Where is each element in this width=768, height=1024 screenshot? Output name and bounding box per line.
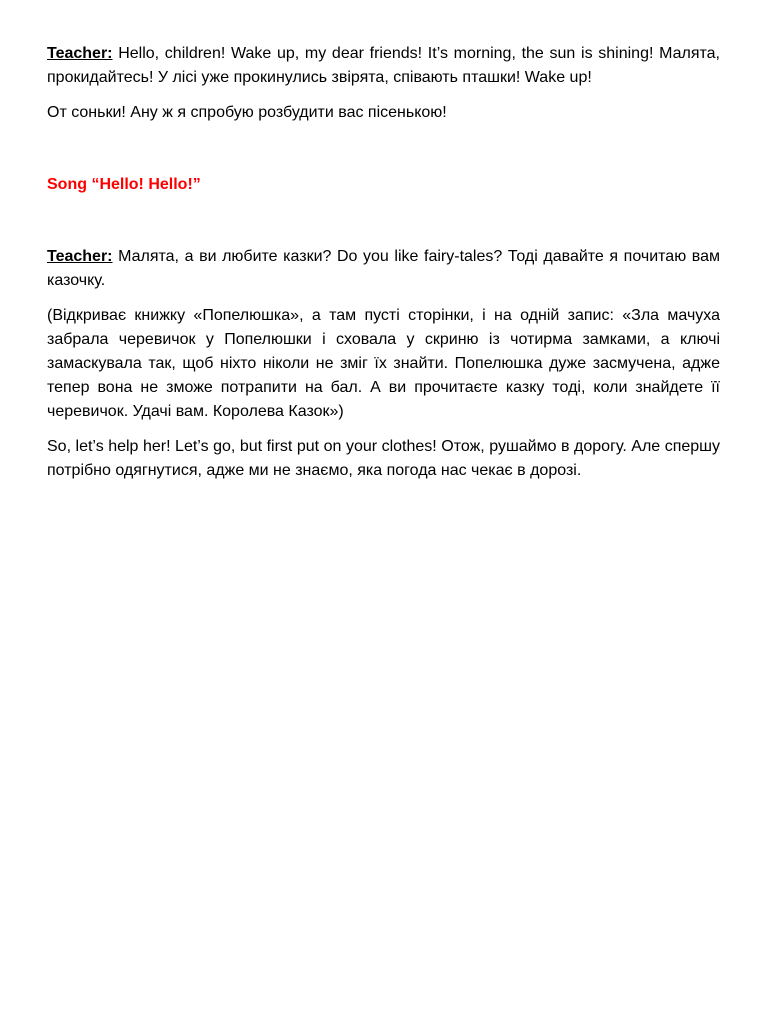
paragraph-wake-song-intro: [47, 101, 720, 125]
paragraph-lets-help: [47, 435, 720, 483]
speaker-label: Teacher:: [47, 248, 113, 265]
paragraph-text: (Відкриває книжку «Попелюшка», а там пусті сторінки, і на одній запис: «Зла мачуха забрала черевичок у Попелюшки і сховала у скриню із чотирма замками, а ключі замаскувала так, щоб ніхто ніколи не зміг їх знайти. Попелюшка дуже засмучена, адже тепер вона не зможе потрапити на бал. А ви прочитаєте казку тоді, коли знайдете її черевичок. Удачі вам. Королева Казок»): [47, 307, 720, 420]
paragraph-text: Hello, children! Wake up, my dear friends! It’s morning, the sun is shining! Малята, прокидайтесь! У лісі уже прокинулись звірята, співають пташки! Wake up!: [47, 45, 720, 86]
paragraph-stage-direction: [47, 304, 720, 424]
paragraph-text: Малята, а ви любите казки? Do you like fairy-tales? Тоді давайте я почитаю вам казочку.: [47, 248, 720, 289]
paragraph-teacher-greeting: [47, 42, 720, 90]
paragraph-teacher-fairy-tales: [47, 245, 720, 293]
document-page: [47, 42, 720, 494]
paragraph-text: So, let’s help her! Let’s go, but first put on your clothes! Отож, рушаймо в дорогу. Але спершу потрібно одягнутися, адже ми не знаємо, яка погода нас чекає в дорозі.: [47, 438, 720, 479]
song-title: Song “Hello! Hello!”: [47, 176, 201, 193]
paragraph-text: От соньки! Ану ж я спробую розбудити вас пісенькою!: [47, 104, 447, 121]
speaker-label: Teacher:: [47, 45, 113, 62]
